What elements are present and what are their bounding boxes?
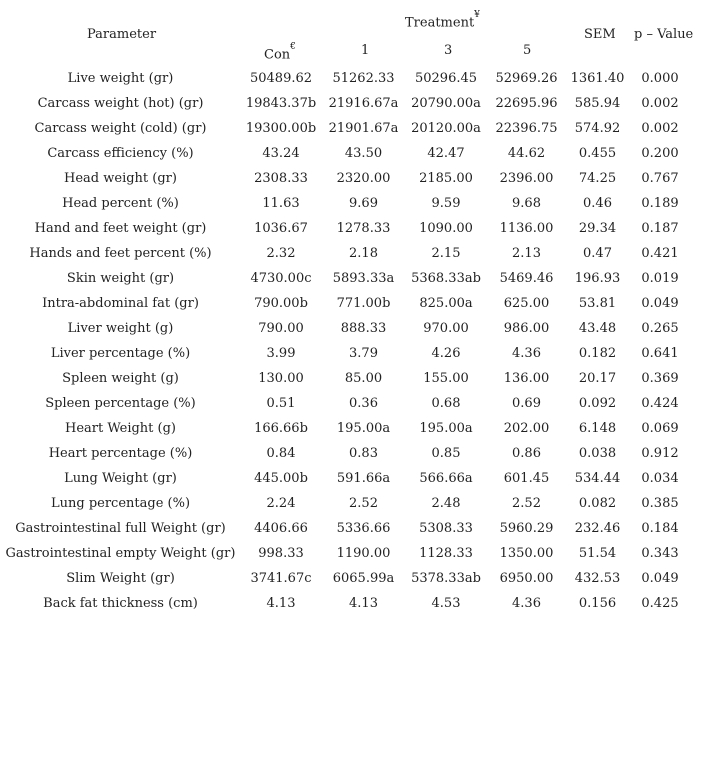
pvalue-cell: 0.424 — [641, 396, 679, 411]
treatment-3-cell: 0.85 — [431, 446, 461, 461]
sem-cell: 6.148 — [578, 421, 617, 436]
pvalue-cell: 0.912 — [641, 446, 679, 461]
parameter-cell: Lung percentage (%) — [50, 496, 191, 511]
pvalue-cell: 0.641 — [641, 346, 679, 361]
parameter-cell: Live weight (gr) — [67, 71, 174, 86]
sem-cell: 196.93 — [574, 271, 621, 286]
header-treatment-mark: ¥ — [474, 10, 480, 20]
treatment-5-cell: 22695.96 — [495, 96, 558, 111]
treatment-5-cell: 0.86 — [512, 446, 541, 461]
con-cell: 11.63 — [262, 196, 300, 211]
sem-cell: 0.082 — [578, 496, 617, 511]
pvalue-cell: 0.019 — [641, 271, 679, 286]
parameter-cell: Skin weight (gr) — [66, 271, 175, 286]
treatment-5-cell: 4.36 — [512, 346, 541, 361]
con-cell: 1036.67 — [254, 221, 308, 236]
pvalue-cell: 0.184 — [641, 521, 679, 536]
table-row — [0, 466, 692, 491]
sem-cell: 0.455 — [578, 146, 617, 161]
treatment-5-cell: 202.00 — [503, 421, 550, 436]
treatment-3-cell: 155.00 — [423, 371, 469, 386]
table-row — [0, 91, 692, 116]
header-con-label: Con — [264, 47, 291, 63]
header-treatment-3: 3 — [444, 43, 453, 58]
con-cell: 790.00 — [258, 321, 304, 336]
pvalue-cell: 0.425 — [641, 596, 679, 611]
treatment-3-cell: 2185.00 — [419, 171, 473, 186]
treatment-1-cell: 43.50 — [344, 146, 383, 161]
table-row — [0, 141, 692, 166]
sem-cell: 232.46 — [574, 521, 621, 536]
pvalue-cell: 0.049 — [641, 571, 679, 586]
treatment-5-cell: 44.62 — [507, 146, 546, 161]
treatment-1-cell: 2.18 — [349, 246, 378, 261]
treatment-5-cell: 1136.00 — [499, 221, 554, 236]
con-cell: 2.24 — [266, 496, 296, 511]
treatment-5-cell: 5469.46 — [499, 271, 554, 286]
results-table — [0, 66, 692, 616]
sem-cell: 1361.40 — [570, 71, 625, 86]
sem-cell: 29.34 — [578, 221, 617, 236]
pvalue-cell: 0.069 — [641, 421, 679, 436]
table-row — [0, 216, 692, 241]
table-row — [0, 241, 692, 266]
con-cell: 43.24 — [262, 146, 300, 161]
pvalue-cell: 0.187 — [641, 221, 679, 236]
parameter-cell: Hands and feet percent (%) — [29, 246, 212, 261]
treatment-5-cell: 4.36 — [512, 596, 541, 611]
treatment-1-cell: 6065.99a — [332, 571, 395, 586]
table-row — [0, 316, 692, 341]
pvalue-cell: 0.265 — [641, 321, 679, 336]
con-cell: 0.84 — [266, 446, 296, 461]
parameter-cell: Lung Weight (gr) — [64, 471, 177, 486]
treatment-5-cell: 52969.26 — [495, 71, 558, 86]
sem-cell: 74.25 — [578, 171, 617, 186]
treatment-1-cell: 5336.66 — [336, 521, 391, 536]
treatment-3-cell: 20790.00a — [411, 96, 481, 111]
parameter-cell: Gastrointestinal empty Weight (gr) — [5, 546, 236, 561]
table-row — [0, 491, 692, 516]
con-cell: 3.99 — [266, 346, 296, 361]
treatment-1-cell: 1190.00 — [336, 546, 391, 561]
header-pvalue: p – Value — [634, 27, 694, 42]
con-cell: 130.00 — [258, 371, 304, 386]
treatment-3-cell: 2.15 — [431, 246, 461, 261]
header-sem: SEM — [584, 27, 616, 42]
header-treatment-1: 1 — [361, 43, 370, 58]
table-row — [0, 116, 692, 141]
sem-cell: 0.182 — [578, 346, 617, 361]
sem-cell: 0.47 — [583, 246, 612, 261]
treatment-1-cell: 21916.67a — [328, 96, 399, 111]
treatment-3-cell: 2.48 — [431, 496, 461, 511]
treatment-1-cell: 21901.67a — [328, 121, 399, 136]
treatment-5-cell: 1350.00 — [499, 546, 554, 561]
treatment-5-cell: 2.13 — [512, 246, 541, 261]
treatment-1-cell: 9.69 — [349, 196, 378, 211]
table-row — [0, 341, 692, 366]
parameter-cell: Spleen percentage (%) — [45, 396, 196, 411]
sem-cell: 0.46 — [583, 196, 612, 211]
pvalue-cell: 0.200 — [641, 146, 679, 161]
con-cell: 4406.66 — [254, 521, 308, 536]
treatment-3-cell: 42.47 — [427, 146, 465, 161]
sem-cell: 0.092 — [578, 396, 617, 411]
treatment-1-cell: 4.13 — [349, 596, 378, 611]
parameter-cell: Carcass weight (hot) (gr) — [37, 96, 204, 111]
treatment-1-cell: 771.00b — [336, 296, 391, 311]
sem-cell: 0.156 — [578, 596, 617, 611]
con-cell: 998.33 — [258, 546, 304, 561]
pvalue-cell: 0.002 — [641, 121, 679, 136]
con-cell: 0.51 — [266, 396, 296, 411]
table-row — [0, 291, 692, 316]
con-cell: 4730.00c — [250, 271, 312, 286]
pvalue-cell: 0.421 — [641, 246, 679, 261]
table-row — [0, 516, 692, 541]
con-cell: 4.13 — [266, 596, 296, 611]
treatment-3-cell: 50296.45 — [414, 71, 478, 86]
parameter-cell: Head weight (gr) — [64, 171, 177, 186]
treatment-1-cell: 0.36 — [349, 396, 378, 411]
con-cell: 19300.00b — [245, 121, 317, 136]
pvalue-cell: 0.369 — [641, 371, 679, 386]
header-con-mark: € — [290, 42, 296, 52]
treatment-1-cell: 2.52 — [349, 496, 378, 511]
table-row — [0, 166, 692, 191]
table-row — [0, 191, 692, 216]
treatment-1-cell: 591.66a — [336, 471, 391, 486]
parameter-cell: Head percent (%) — [62, 196, 179, 211]
treatment-1-cell: 5893.33a — [332, 271, 395, 286]
sem-cell: 51.54 — [578, 546, 617, 561]
con-cell: 166.66b — [254, 421, 308, 436]
treatment-5-cell: 0.69 — [512, 396, 541, 411]
pvalue-cell: 0.767 — [641, 171, 679, 186]
treatment-1-cell: 0.83 — [349, 446, 378, 461]
con-cell: 790.00b — [254, 296, 308, 311]
treatment-3-cell: 825.00a — [419, 296, 473, 311]
pvalue-cell: 0.189 — [641, 196, 679, 211]
treatment-5-cell: 601.45 — [503, 471, 550, 486]
pvalue-cell: 0.034 — [641, 471, 679, 486]
table-row — [0, 391, 692, 416]
sem-cell: 574.92 — [574, 121, 621, 136]
treatment-3-cell: 4.53 — [431, 596, 461, 611]
parameter-cell: Hand and feet weight (gr) — [34, 221, 207, 236]
sem-cell: 534.44 — [574, 471, 621, 486]
pvalue-cell: 0.002 — [641, 96, 679, 111]
parameter-cell: Liver percentage (%) — [50, 346, 191, 361]
treatment-1-cell: 2320.00 — [336, 171, 391, 186]
treatment-1-cell: 1278.33 — [336, 221, 391, 236]
sem-cell: 585.94 — [574, 96, 621, 111]
treatment-3-cell: 4.26 — [431, 346, 461, 361]
treatment-3-cell: 1128.33 — [419, 546, 473, 561]
con-cell: 2.32 — [266, 246, 296, 261]
treatment-5-cell: 2396.00 — [499, 171, 554, 186]
parameter-cell: Gastrointestinal full Weight (gr) — [15, 521, 226, 536]
parameter-cell: Heart Weight (g) — [64, 421, 177, 436]
pvalue-cell: 0.000 — [641, 71, 679, 86]
sem-cell: 432.53 — [574, 571, 621, 586]
treatment-3-cell: 970.00 — [423, 321, 469, 336]
sem-cell: 43.48 — [578, 321, 617, 336]
header-treatment — [405, 10, 480, 31]
sem-cell: 53.81 — [578, 296, 617, 311]
con-cell: 445.00b — [254, 471, 308, 486]
parameter-cell: Heart percentage (%) — [48, 446, 193, 461]
header-con — [264, 42, 296, 63]
table-row — [0, 66, 692, 91]
parameter-cell: Spleen weight (g) — [62, 371, 179, 386]
treatment-1-cell: 3.79 — [349, 346, 378, 361]
parameter-cell: Back fat thickness (cm) — [43, 596, 198, 611]
table-row — [0, 591, 692, 616]
table-row — [0, 541, 692, 566]
results-table-body — [0, 66, 692, 616]
treatment-5-cell: 5960.29 — [499, 521, 554, 536]
table-row — [0, 366, 692, 391]
treatment-5-cell: 986.00 — [503, 321, 550, 336]
parameter-cell: Carcass efficiency (%) — [47, 146, 194, 161]
con-cell: 3741.67c — [250, 571, 312, 586]
treatment-5-cell: 136.00 — [503, 371, 550, 386]
sem-cell: 0.038 — [578, 446, 617, 461]
treatment-3-cell: 9.59 — [431, 196, 461, 211]
treatment-5-cell: 2.52 — [512, 496, 541, 511]
treatment-3-cell: 1090.00 — [419, 221, 473, 236]
treatment-3-cell: 0.68 — [431, 396, 461, 411]
header-treatment-label: Treatment — [405, 15, 475, 31]
treatment-1-cell: 51262.33 — [332, 71, 395, 86]
treatment-1-cell: 195.00a — [336, 421, 391, 436]
treatment-5-cell: 6950.00 — [499, 571, 554, 586]
con-cell: 2308.33 — [254, 171, 308, 186]
treatment-5-cell: 625.00 — [503, 296, 550, 311]
treatment-5-cell: 22396.75 — [495, 121, 558, 136]
treatment-3-cell: 20120.00a — [411, 121, 481, 136]
treatment-3-cell: 5368.33ab — [411, 271, 481, 286]
header-treatment-5: 5 — [523, 43, 532, 58]
con-cell: 50489.62 — [249, 71, 313, 86]
parameter-cell: Carcass weight (cold) (gr) — [34, 121, 207, 136]
pvalue-cell: 0.385 — [641, 496, 679, 511]
treatment-1-cell: 888.33 — [340, 321, 387, 336]
treatment-3-cell: 5308.33 — [419, 521, 473, 536]
treatment-1-cell: 85.00 — [344, 371, 383, 386]
table-row — [0, 566, 692, 591]
treatment-5-cell: 9.68 — [512, 196, 541, 211]
parameter-cell: Slim Weight (gr) — [66, 571, 175, 586]
treatment-3-cell: 195.00a — [419, 421, 473, 436]
table-row — [0, 266, 692, 291]
con-cell: 19843.37b — [245, 96, 317, 111]
table-row — [0, 416, 692, 441]
treatment-3-cell: 566.66a — [419, 471, 473, 486]
parameter-cell: Intra-abdominal fat (gr) — [42, 296, 199, 311]
table-row — [0, 441, 692, 466]
pvalue-cell: 0.343 — [641, 546, 679, 561]
header-parameter: Parameter — [87, 27, 157, 42]
sem-cell: 20.17 — [578, 371, 617, 386]
treatment-3-cell: 5378.33ab — [411, 571, 481, 586]
parameter-cell: Liver weight (g) — [67, 321, 174, 336]
pvalue-cell: 0.049 — [641, 296, 679, 311]
